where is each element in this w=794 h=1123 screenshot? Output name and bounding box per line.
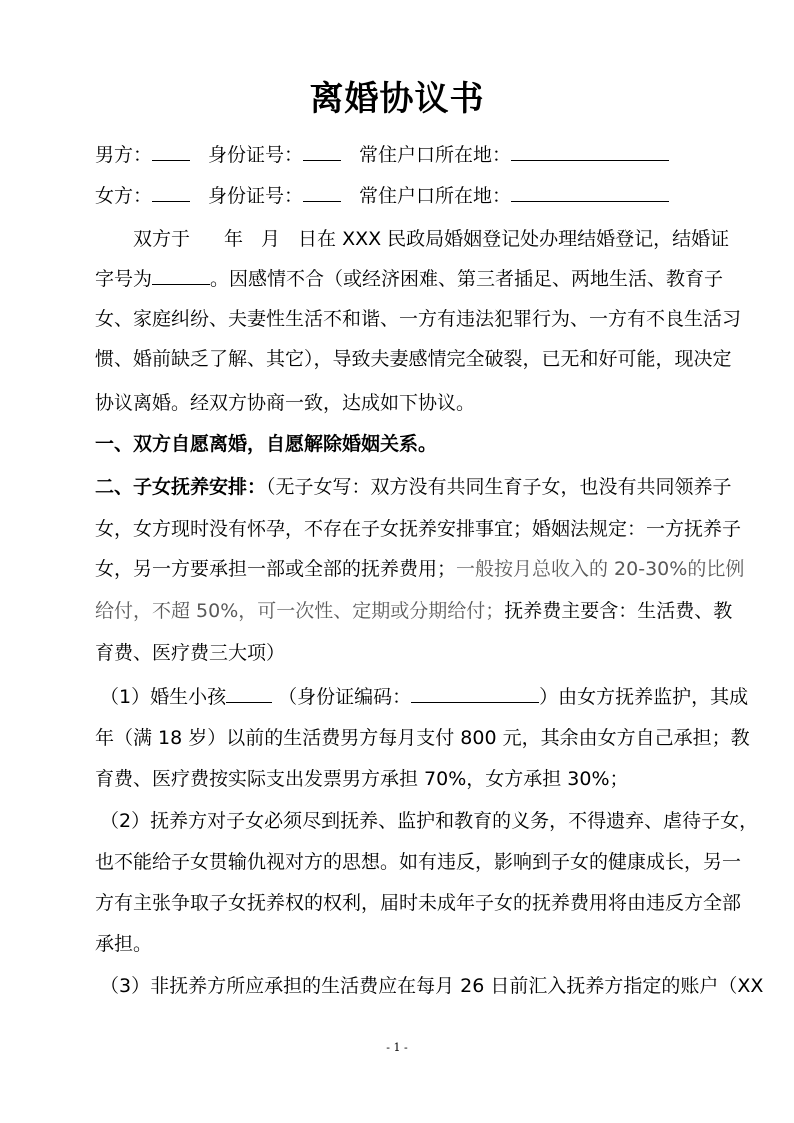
intro-line-4: 惯、婚前缺乏了解、其它），导致夫妻感情完全破裂，已无和好可能，现决定 bbox=[95, 348, 732, 370]
child-id-blank bbox=[411, 684, 539, 703]
item-1-line-1 bbox=[100, 684, 748, 710]
female-id-blank bbox=[303, 183, 341, 202]
female-label: 女方： bbox=[95, 185, 153, 207]
section-2-heading: 二、子女抚养安排： bbox=[95, 476, 267, 498]
intro-text: 双方于 bbox=[133, 228, 191, 250]
section-2-line-4 bbox=[95, 598, 732, 624]
item-2-line-2: 也不能给子女贯输仇视对方的思想。如有违反，影响到子女的健康成长，另一 bbox=[95, 851, 742, 873]
female-residence-blank bbox=[511, 183, 669, 202]
male-id-blank bbox=[303, 142, 341, 161]
female-residence-label: 常住户口所在地： bbox=[359, 185, 512, 207]
intro-month: 月 bbox=[261, 228, 281, 250]
item-2-line-4: 承担。 bbox=[95, 933, 153, 955]
intro-line-5: 协议离婚。经双方协商一致，达成如下协议。 bbox=[95, 392, 476, 414]
section-2-text: 抚养费主要含：生活费、教 bbox=[504, 600, 733, 622]
item-1-line-3: 育费、医疗费按实际支出发票男方承担 70%，女方承担 30%； bbox=[95, 768, 629, 790]
item-1-line-2: 年（满 18 岁）以前的生活费男方每月支付 800 元，其余由女方自己承担；教 bbox=[95, 727, 750, 749]
item-2-line-3: 方有主张争取子女抚养权的权利，届时未成年子女的抚养费用将由违反方全部 bbox=[95, 892, 742, 914]
female-info-row bbox=[95, 183, 669, 209]
item-1-text: （1）婚生小孩 bbox=[100, 686, 227, 708]
item-1-text: ）由女方抚养监护，其成 bbox=[539, 686, 749, 708]
page-title: 离婚协议书 bbox=[309, 79, 485, 119]
male-residence-blank bbox=[511, 142, 669, 161]
item-1-text: （身份证编码： bbox=[278, 686, 412, 708]
intro-line-2 bbox=[95, 266, 723, 292]
section-2-text: 女，另一方要承担一部或全部的抚养费用； bbox=[95, 558, 457, 580]
child-name-blank bbox=[226, 684, 272, 703]
male-info-row bbox=[95, 142, 669, 168]
male-name-blank bbox=[152, 142, 190, 161]
section-2-line-2: 女，女方现时没有怀孕，不存在子女抚养安排事宜；婚姻法规定：一方抚养子 bbox=[95, 518, 742, 540]
female-name-blank bbox=[152, 183, 190, 202]
section-2-line-3 bbox=[95, 556, 744, 582]
page-number: - 1 - bbox=[386, 1041, 408, 1054]
item-3-line-1: （3）非抚养方所应承担的生活费应在每月 26 日前汇入抚养方指定的账户（XX bbox=[100, 975, 764, 997]
male-label: 男方： bbox=[95, 144, 153, 166]
intro-year: 年 bbox=[224, 228, 244, 250]
section-1-heading: 一、双方自愿离婚，自愿解除婚姻关系。 bbox=[95, 433, 438, 455]
item-2-line-1: （2）抚养方对子女必须尽到抚养、监护和教育的义务，不得遗弃、虐待子女， bbox=[100, 810, 759, 832]
intro-text: 字号为 bbox=[95, 268, 153, 290]
section-2-text-gray: 给付，不超 50%，可一次性、定期或分期给付； bbox=[95, 600, 505, 622]
intro-line-1 bbox=[133, 226, 729, 252]
certificate-number-blank bbox=[152, 266, 210, 285]
section-2-line-1 bbox=[95, 474, 732, 500]
section-2-line-5: 育费、医疗费三大项） bbox=[95, 642, 286, 664]
section-2-text-gray: 一般按月总收入的 20-30%的比例 bbox=[456, 558, 745, 580]
female-id-label: 身份证号： bbox=[208, 185, 304, 207]
section-2-text: （无子女写：双方没有共同生育子女，也没有共同领养子 bbox=[266, 476, 732, 498]
intro-line-3: 女、家庭纠纷、夫妻性生活不和谐、一方有违法犯罪行为、一方有不良生活习 bbox=[95, 308, 742, 330]
intro-text: 。因感情不合（或经济困难、第三者插足、两地生活、教育子 bbox=[210, 268, 724, 290]
intro-text: 日在 XXX 民政局婚姻登记处办理结婚登记，结婚证 bbox=[298, 228, 730, 250]
male-residence-label: 常住户口所在地： bbox=[359, 144, 512, 166]
male-id-label: 身份证号： bbox=[208, 144, 304, 166]
